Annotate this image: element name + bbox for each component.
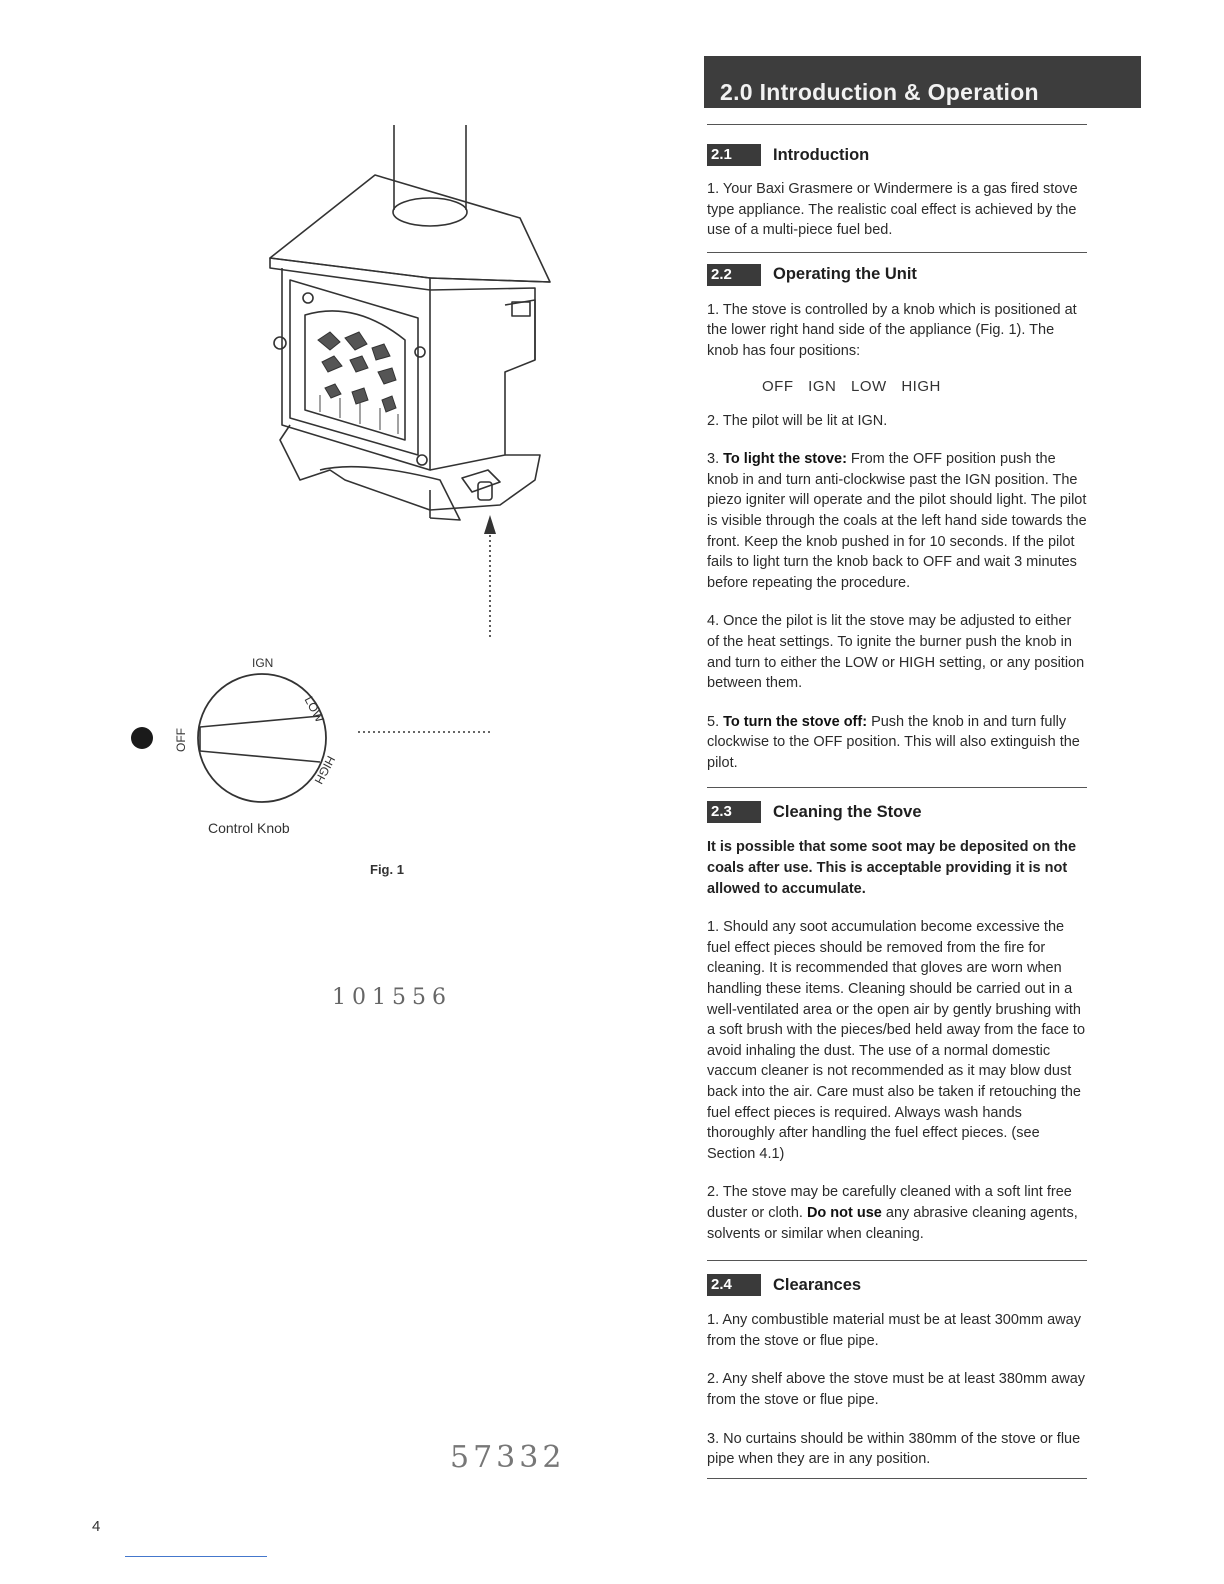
stove-illustration xyxy=(120,120,560,640)
section-heading-operating xyxy=(707,264,1087,286)
knob-label-ign: IGN xyxy=(252,656,274,670)
paragraph: 1. Your Baxi Grasmere or Windermere is a gas fired stove type appliance. The realistic coal effect is achieved by the use of a multi-piece fuel bed. xyxy=(707,181,1078,239)
figure-caption: Fig. 1 xyxy=(370,862,404,877)
section-heading-introduction xyxy=(707,144,1087,166)
section-divider xyxy=(707,787,1087,788)
knob-label-low: LOW xyxy=(301,694,327,725)
paragraph: 1. Any combustible material must be at least 300mm away from the stove or flue pipe. xyxy=(707,1312,1081,1349)
paragraph: 3. No curtains should be within 380mm of the stove or flue pipe when they are in any position. xyxy=(707,1430,1081,1468)
paragraph: 1. Should any soot accumulation become excessive the fuel effect pieces should be removed from the fire for cleaning. It is recommended that gloves are worn when handling these items. Cleaning should be carried out in a well-ventilated area or the open air by gently brushing with a soft brush with the pieces/bed held away from the face to avoid inhaling the dust. The use of a normal domestic vaccum cleaner is not recommended as it may blow dust back into the air. Care must also be taken if retouching the fuel effect pieces is required. Always wash hands thoroughly after handling the fuel effect pieces. (see Section 4.1) xyxy=(707,919,1086,1162)
section-title: Operating the Unit xyxy=(773,265,917,284)
paragraph: 2. Any shelf above the stove must be at least 380mm away from the stove or flue pipe. xyxy=(707,1371,1086,1408)
footer-rule xyxy=(125,1556,267,1557)
knob-indicator-dot xyxy=(131,727,153,749)
section-title: Clearances xyxy=(773,1275,862,1294)
knob-caption: Control Knob xyxy=(208,820,290,836)
section-heading-clearances xyxy=(707,1274,1087,1296)
section-divider xyxy=(707,1260,1087,1261)
page-number: 4 xyxy=(92,1518,101,1535)
section-divider xyxy=(707,124,1087,125)
section-number: 2.2 xyxy=(707,264,761,286)
stamp-number: 101556 xyxy=(332,985,452,1010)
emphasis: To turn the stove off: xyxy=(723,713,868,730)
paragraph: 3. To light the stove: From the OFF position push the knob in and turn anti-clockwise past the IGN position. The piezo igniter will operate and the pilot should light. The pilot is visible through the coals at the left hand side towards the front. Keep the knob pushed in for 10 seconds. If the pilot fails to light turn the knob back to OFF and wait 3 minutes before repeating the procedure. xyxy=(707,451,1087,591)
paragraph: 4. Once the pilot is lit the stove may be adjusted to either of the heat settings. To ignite the burner push the knob in and turn to either the LOW or HIGH setting, or any position between them. xyxy=(707,613,1085,692)
section-divider xyxy=(707,252,1087,253)
section-divider xyxy=(707,1478,1087,1479)
section-title: Introduction xyxy=(773,145,870,164)
section-number: 2.4 xyxy=(707,1274,761,1296)
emphasis: Do not use xyxy=(806,1204,882,1221)
page-title: 2.0 Introduction & Operation xyxy=(704,56,1141,108)
paragraph: 5. To turn the stove off: Push the knob in and turn fully clockwise to the OFF position. This will also extinguish the pilot. xyxy=(707,713,1080,771)
soot-warning: It is possible that some soot may be deposited on the coals after use. This is acceptable providing it is not allowed to accumulate. xyxy=(707,839,1077,897)
knob-positions: OFF IGN LOW HIGH xyxy=(762,377,941,395)
knob-label-high: HIGH xyxy=(311,753,338,787)
paragraph: 2. The stove may be carefully cleaned with a soft lint free duster or cloth. Do not use any abrasive cleaning agents, solvents or similar when cleaning. xyxy=(707,1184,1078,1242)
paragraph: 2. The pilot will be lit at IGN. xyxy=(707,412,888,429)
main-content xyxy=(707,120,1087,1479)
paragraph: 1. The stove is controlled by a knob which is positioned at the lower right hand side of the appliance (Fig. 1). The knob has four positions: xyxy=(707,301,1077,359)
emphasis: To light the stove: xyxy=(723,451,847,468)
section-heading-cleaning xyxy=(707,801,1087,823)
knob-label-off: OFF xyxy=(174,728,188,752)
stamp-number: 57332 xyxy=(450,1440,566,1475)
section-title: Cleaning the Stove xyxy=(773,802,922,821)
section-number: 2.3 xyxy=(707,801,761,823)
section-number: 2.1 xyxy=(707,144,761,166)
